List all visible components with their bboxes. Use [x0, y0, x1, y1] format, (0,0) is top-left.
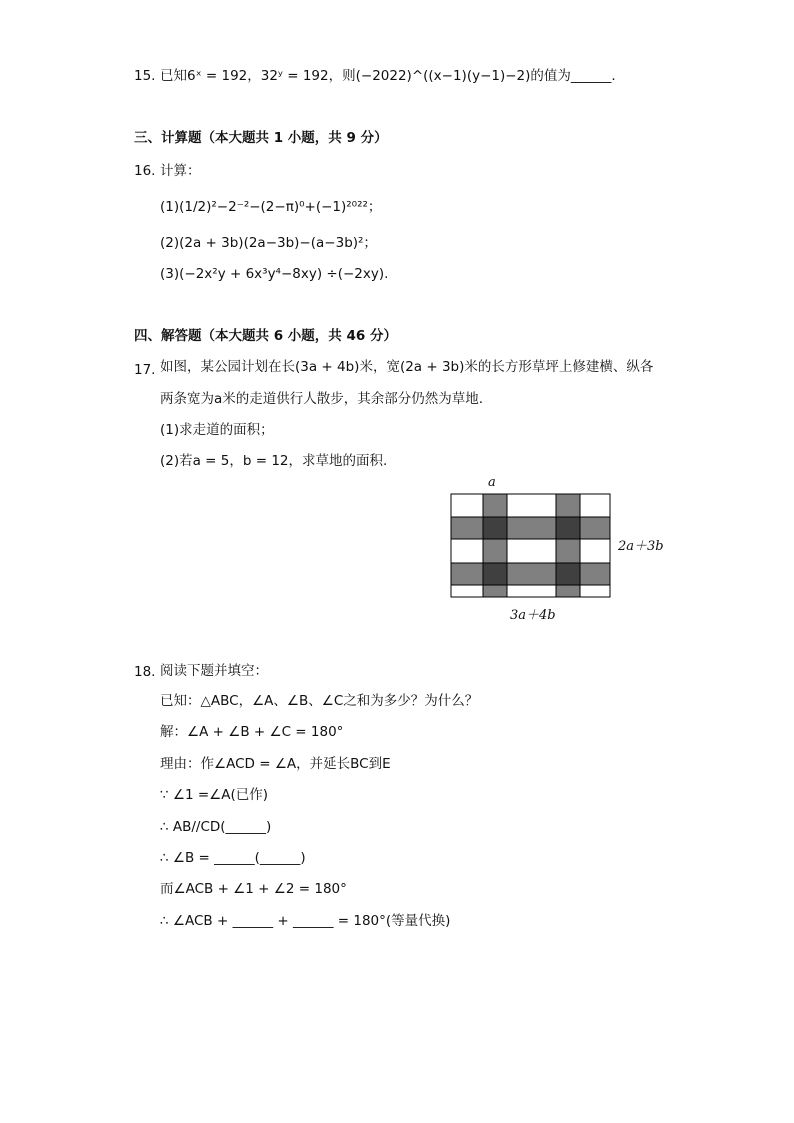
question-17-sub-1: (1)求走道的面积； [160, 422, 274, 438]
question-17-number: 17. [134, 362, 156, 378]
figure-label-bottom: 3a＋4b [510, 608, 556, 623]
horizontal-path-1 [451, 517, 610, 539]
section-4-heading: 四、解答题（本大题共 6 小题，共 46 分） [134, 328, 397, 344]
question-17-line-2: 两条宽为a米的走道供行人散步，其余部分仍然为草地. [160, 391, 484, 407]
question-16-item-1: (1)(1/2)²−2⁻²−(2−π)⁰+(−1)²⁰²²； [160, 199, 382, 215]
question-16-number: 16. [134, 163, 156, 179]
question-18-line: ∴ ∠B = ______(______) [160, 850, 306, 866]
question-15-number: 15. [134, 68, 156, 84]
question-18-line: 解：∠A + ∠B + ∠C = 180° [160, 724, 344, 740]
path-overlap [483, 563, 507, 585]
question-15-text: 已知6ˣ = 192，32ʸ = 192，则(−2022)^((x−1)(y−1)−2)的值为______. [160, 68, 616, 84]
question-18-line: 而∠ACB + ∠1 + ∠2 = 180° [160, 881, 347, 897]
path-overlap [483, 517, 507, 539]
path-overlap [556, 517, 580, 539]
horizontal-path-2 [451, 563, 610, 585]
question-16-item-2: (2)(2a + 3b)(2a−3b)−(a−3b)²； [160, 235, 377, 251]
question-18-line: ∴ ∠ACB + ______ + ______ = 180°(等量代换) [160, 913, 451, 929]
question-18-line: 已知：△ABC，∠A、∠B、∠C之和为多少？为什么？ [160, 693, 479, 709]
question-16-intro: 计算： [160, 163, 201, 179]
lawn-path-figure [448, 475, 668, 625]
question-17-sub-2: (2)若a = 5，b = 12，求草地的面积. [160, 453, 388, 469]
question-17-line-1: 如图，某公园计划在长(3a + 4b)米，宽(2a + 3b)米的长方形草坪上修建横、纵各 [160, 359, 654, 375]
question-18-line: ∴ AB//CD(______) [160, 819, 272, 835]
path-overlap [556, 563, 580, 585]
question-16-item-3: (3)(−2x²y + 6x³y⁴−8xy) ÷(−2xy). [160, 266, 389, 282]
figure-label-right: 2a＋3b [618, 539, 664, 554]
question-18-intro: 阅读下题并填空： [160, 663, 268, 679]
question-18-number: 18. [134, 664, 156, 680]
figure-label-top: a [488, 475, 496, 490]
question-18-line: 理由：作∠ACD = ∠A，并延长BC到E [160, 756, 391, 772]
question-18-line: ∵ ∠1 =∠A(已作) [160, 787, 269, 803]
section-3-heading: 三、计算题（本大题共 1 小题，共 9 分） [134, 130, 388, 146]
